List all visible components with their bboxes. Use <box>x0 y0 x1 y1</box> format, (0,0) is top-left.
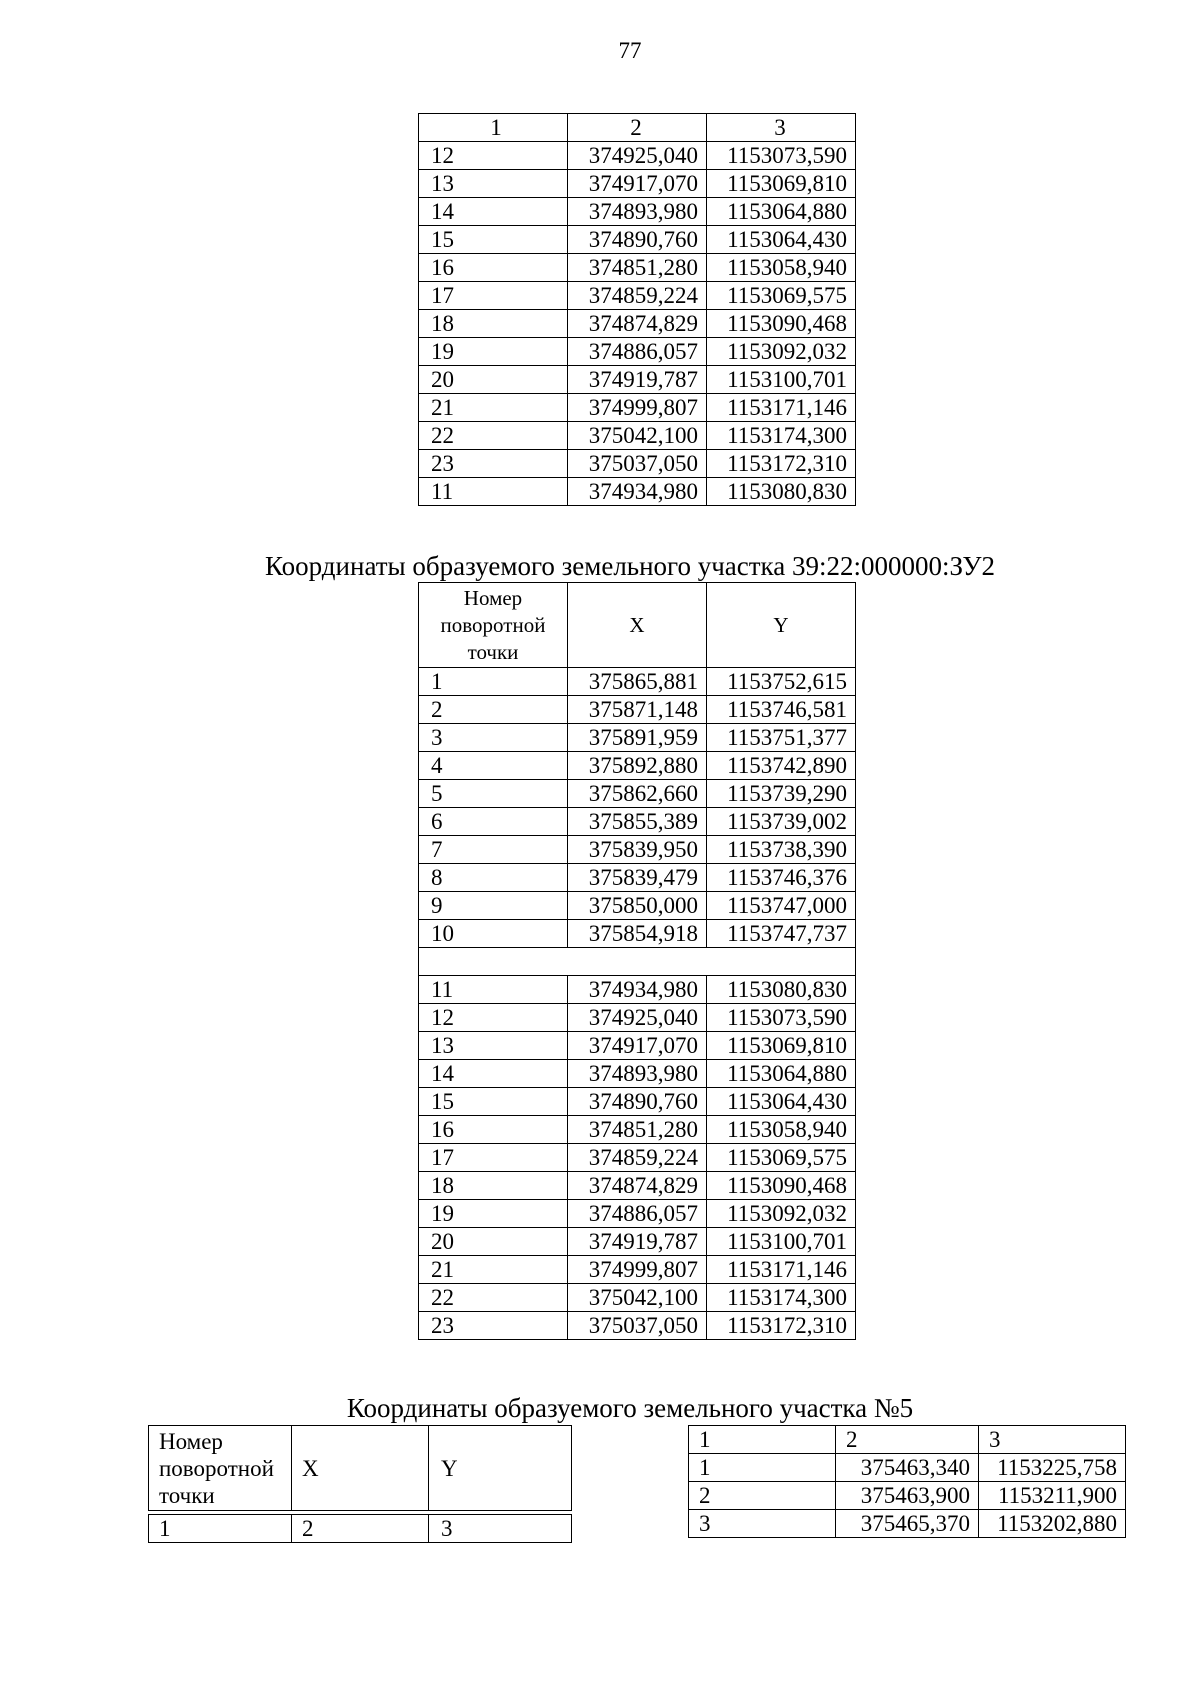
header-x: X <box>568 583 707 668</box>
y-coordinate-cell: 1153090,468 <box>707 310 856 338</box>
table-row <box>419 1172 856 1200</box>
coordinates-table-continued <box>418 113 856 506</box>
x-coordinate-cell: 374874,829 <box>568 310 707 338</box>
header-cell: 3 <box>707 114 856 142</box>
table-row <box>419 836 856 864</box>
y-coordinate-cell: 1153069,810 <box>707 1032 856 1060</box>
table-row <box>419 1116 856 1144</box>
x-coordinate-cell: 374925,040 <box>568 142 707 170</box>
table-index-row <box>149 1515 572 1543</box>
x-coordinate-cell: 375839,479 <box>568 864 707 892</box>
table-row <box>419 892 856 920</box>
point-number-cell: 5 <box>419 780 568 808</box>
table-header-row <box>689 1426 1126 1454</box>
point-number-cell: 1 <box>689 1454 836 1482</box>
table-row <box>689 1482 1126 1510</box>
section-caption-plot-5: Координаты образуемого земельного участка №5 <box>346 1393 914 1423</box>
point-number-cell: 4 <box>419 752 568 780</box>
x-coordinate-cell: 374919,787 <box>568 1228 707 1256</box>
header-point-number <box>419 583 568 668</box>
header-cell: 2 <box>836 1426 979 1454</box>
point-number-cell: 14 <box>419 1060 568 1088</box>
header-line: точки <box>159 1482 215 1508</box>
table-row <box>419 808 856 836</box>
header-line: точки <box>467 639 519 664</box>
point-number-cell: 17 <box>419 282 568 310</box>
y-coordinate-cell: 1153069,575 <box>707 1144 856 1172</box>
coordinates-table-zu2 <box>418 582 856 1340</box>
x-coordinate-cell: 374851,280 <box>568 254 707 282</box>
table-row <box>419 226 856 254</box>
x-coordinate-cell: 374859,224 <box>568 1144 707 1172</box>
point-number-cell: 13 <box>419 170 568 198</box>
x-coordinate-cell: 374917,070 <box>568 1032 707 1060</box>
table-row <box>419 366 856 394</box>
y-coordinate-cell: 1153742,890 <box>707 752 856 780</box>
y-coordinate-cell: 1153172,310 <box>707 450 856 478</box>
y-coordinate-cell: 1153172,310 <box>707 1312 856 1340</box>
table-row <box>419 254 856 282</box>
header-y: Y <box>707 583 856 668</box>
x-coordinate-cell: 374999,807 <box>568 394 707 422</box>
point-number-cell: 17 <box>419 1144 568 1172</box>
table-row <box>419 668 856 696</box>
point-number-cell: 19 <box>419 1200 568 1228</box>
y-coordinate-cell: 1153069,810 <box>707 170 856 198</box>
table-row <box>419 724 856 752</box>
table-row <box>419 780 856 808</box>
point-number-cell: 3 <box>689 1510 836 1538</box>
x-coordinate-cell: 374886,057 <box>568 338 707 366</box>
y-coordinate-cell: 1153738,390 <box>707 836 856 864</box>
point-number-cell: 16 <box>419 1116 568 1144</box>
table-row <box>419 1004 856 1032</box>
x-coordinate-cell: 375865,881 <box>568 668 707 696</box>
point-number-cell: 13 <box>419 1032 568 1060</box>
header-line: поворотной <box>440 612 546 637</box>
y-coordinate-cell: 1153073,590 <box>707 142 856 170</box>
y-coordinate-cell: 1153073,590 <box>707 1004 856 1032</box>
y-coordinate-cell: 1153064,430 <box>707 1088 856 1116</box>
y-coordinate-cell: 1153751,377 <box>707 724 856 752</box>
y-coordinate-cell: 1153064,880 <box>707 1060 856 1088</box>
y-coordinate-cell: 1153080,830 <box>707 976 856 1004</box>
coordinates-table-plot-5 <box>688 1425 1126 1538</box>
point-number-cell: 10 <box>419 920 568 948</box>
table-row <box>419 422 856 450</box>
table-row <box>419 864 856 892</box>
y-coordinate-cell: 1153058,940 <box>707 1116 856 1144</box>
y-coordinate-cell: 1153100,701 <box>707 366 856 394</box>
y-coordinate-cell: 1153174,300 <box>707 1284 856 1312</box>
point-number-cell: 6 <box>419 808 568 836</box>
header-line: поворотной <box>159 1455 274 1481</box>
y-coordinate-cell: 1153174,300 <box>707 422 856 450</box>
point-number-cell: 18 <box>419 310 568 338</box>
y-coordinate-cell: 1153752,615 <box>707 668 856 696</box>
table-header-row <box>419 583 856 668</box>
y-coordinate-cell: 1153746,376 <box>707 864 856 892</box>
point-number-cell: 7 <box>419 836 568 864</box>
separator-cell <box>419 948 856 976</box>
y-coordinate-cell: 1153058,940 <box>707 254 856 282</box>
index-cell: 3 <box>429 1515 572 1543</box>
point-number-cell: 20 <box>419 366 568 394</box>
point-number-cell: 23 <box>419 450 568 478</box>
point-number-cell: 23 <box>419 1312 568 1340</box>
table-row <box>419 696 856 724</box>
table-row <box>419 1228 856 1256</box>
table-row <box>689 1454 1126 1482</box>
header-cell: 1 <box>689 1426 836 1454</box>
point-number-cell: 8 <box>419 864 568 892</box>
point-number-cell: 16 <box>419 254 568 282</box>
x-coordinate-cell: 374934,980 <box>568 976 707 1004</box>
table-separator-row <box>419 948 856 976</box>
x-coordinate-cell: 375839,950 <box>568 836 707 864</box>
table-row <box>419 752 856 780</box>
header-line: Номер <box>159 1428 223 1454</box>
x-coordinate-cell: 375463,340 <box>836 1454 979 1482</box>
point-number-cell: 11 <box>419 478 568 506</box>
point-number-cell: 14 <box>419 198 568 226</box>
y-coordinate-cell: 1153092,032 <box>707 338 856 366</box>
y-coordinate-cell: 1153090,468 <box>707 1172 856 1200</box>
header-cell: 1 <box>419 114 568 142</box>
section-caption-zu2: Координаты образуемого земельного участка 39:22:000000:ЗУ2 <box>265 551 995 581</box>
point-number-cell: 18 <box>419 1172 568 1200</box>
x-coordinate-cell: 375850,000 <box>568 892 707 920</box>
x-coordinate-cell: 375465,370 <box>836 1510 979 1538</box>
table-row <box>419 1088 856 1116</box>
x-coordinate-cell: 375037,050 <box>568 450 707 478</box>
table-row <box>419 394 856 422</box>
y-coordinate-cell: 1153171,146 <box>707 1256 856 1284</box>
point-number-cell: 20 <box>419 1228 568 1256</box>
x-coordinate-cell: 374886,057 <box>568 1200 707 1228</box>
header-point-number <box>149 1426 292 1511</box>
y-coordinate-cell: 1153171,146 <box>707 394 856 422</box>
y-coordinate-cell: 1153746,581 <box>707 696 856 724</box>
point-number-cell: 9 <box>419 892 568 920</box>
x-coordinate-cell: 374874,829 <box>568 1172 707 1200</box>
table-row <box>419 1200 856 1228</box>
index-cell: 2 <box>292 1515 429 1543</box>
table-row <box>419 1284 856 1312</box>
x-coordinate-cell: 375891,959 <box>568 724 707 752</box>
page-number: 77 <box>618 38 642 63</box>
table-row <box>419 198 856 226</box>
x-coordinate-cell: 374934,980 <box>568 478 707 506</box>
x-coordinate-cell: 375042,100 <box>568 422 707 450</box>
x-coordinate-cell: 374890,760 <box>568 226 707 254</box>
y-coordinate-cell: 1153100,701 <box>707 1228 856 1256</box>
header-cell: 2 <box>568 114 707 142</box>
y-coordinate-cell: 1153225,758 <box>979 1454 1126 1482</box>
header-x: X <box>292 1426 429 1511</box>
table-row <box>419 478 856 506</box>
table-row <box>419 1060 856 1088</box>
header-cell: 3 <box>979 1426 1126 1454</box>
table-header-row <box>419 114 856 142</box>
x-coordinate-cell: 374893,980 <box>568 198 707 226</box>
table-row <box>419 450 856 478</box>
point-number-cell: 21 <box>419 1256 568 1284</box>
x-coordinate-cell: 374917,070 <box>568 170 707 198</box>
table-row <box>419 1256 856 1284</box>
x-coordinate-cell: 374890,760 <box>568 1088 707 1116</box>
table-row <box>419 976 856 1004</box>
point-number-cell: 3 <box>419 724 568 752</box>
coordinates-table-plot-5-header <box>148 1425 572 1543</box>
table-row <box>419 1144 856 1172</box>
index-cell: 1 <box>149 1515 292 1543</box>
y-coordinate-cell: 1153739,002 <box>707 808 856 836</box>
y-coordinate-cell: 1153739,290 <box>707 780 856 808</box>
x-coordinate-cell: 375855,389 <box>568 808 707 836</box>
point-number-cell: 1 <box>419 668 568 696</box>
y-coordinate-cell: 1153747,000 <box>707 892 856 920</box>
y-coordinate-cell: 1153202,880 <box>979 1510 1126 1538</box>
table-header-row <box>149 1426 572 1511</box>
y-coordinate-cell: 1153747,737 <box>707 920 856 948</box>
x-coordinate-cell: 374859,224 <box>568 282 707 310</box>
x-coordinate-cell: 375871,148 <box>568 696 707 724</box>
table-row <box>419 170 856 198</box>
point-number-cell: 2 <box>419 696 568 724</box>
point-number-cell: 15 <box>419 1088 568 1116</box>
table-row <box>419 1032 856 1060</box>
table-row <box>419 310 856 338</box>
x-coordinate-cell: 374999,807 <box>568 1256 707 1284</box>
x-coordinate-cell: 374851,280 <box>568 1116 707 1144</box>
table-row <box>419 920 856 948</box>
x-coordinate-cell: 375862,660 <box>568 780 707 808</box>
table-row <box>689 1510 1126 1538</box>
header-y: Y <box>429 1426 572 1511</box>
y-coordinate-cell: 1153064,430 <box>707 226 856 254</box>
y-coordinate-cell: 1153211,900 <box>979 1482 1126 1510</box>
header-line: Номер <box>463 585 523 610</box>
y-coordinate-cell: 1153069,575 <box>707 282 856 310</box>
x-coordinate-cell: 375037,050 <box>568 1312 707 1340</box>
point-number-cell: 21 <box>419 394 568 422</box>
x-coordinate-cell: 375042,100 <box>568 1284 707 1312</box>
x-coordinate-cell: 375463,900 <box>836 1482 979 1510</box>
x-coordinate-cell: 374919,787 <box>568 366 707 394</box>
point-number-cell: 12 <box>419 1004 568 1032</box>
point-number-cell: 19 <box>419 338 568 366</box>
table-row <box>419 1312 856 1340</box>
x-coordinate-cell: 375892,880 <box>568 752 707 780</box>
point-number-cell: 12 <box>419 142 568 170</box>
y-coordinate-cell: 1153092,032 <box>707 1200 856 1228</box>
x-coordinate-cell: 374893,980 <box>568 1060 707 1088</box>
y-coordinate-cell: 1153064,880 <box>707 198 856 226</box>
point-number-cell: 2 <box>689 1482 836 1510</box>
point-number-cell: 11 <box>419 976 568 1004</box>
x-coordinate-cell: 375854,918 <box>568 920 707 948</box>
y-coordinate-cell: 1153080,830 <box>707 478 856 506</box>
x-coordinate-cell: 374925,040 <box>568 1004 707 1032</box>
point-number-cell: 22 <box>419 1284 568 1312</box>
table-row <box>419 338 856 366</box>
table-row <box>419 142 856 170</box>
point-number-cell: 22 <box>419 422 568 450</box>
table-row <box>419 282 856 310</box>
point-number-cell: 15 <box>419 226 568 254</box>
